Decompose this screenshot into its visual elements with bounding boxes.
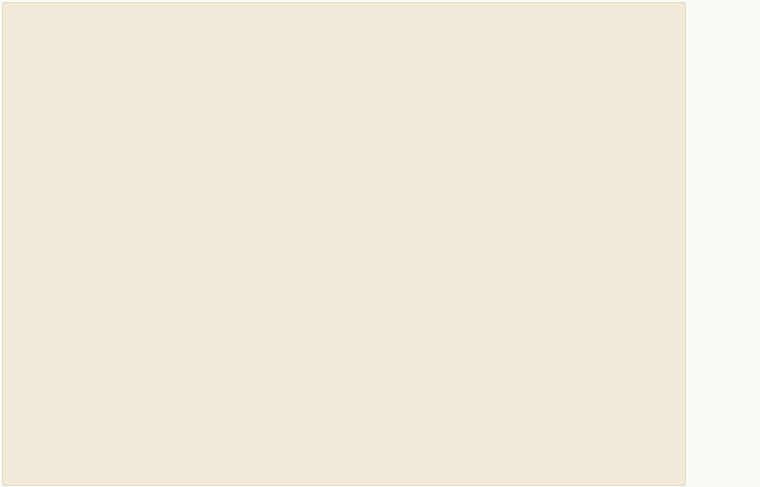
typed-sheet <box>3 3 685 485</box>
